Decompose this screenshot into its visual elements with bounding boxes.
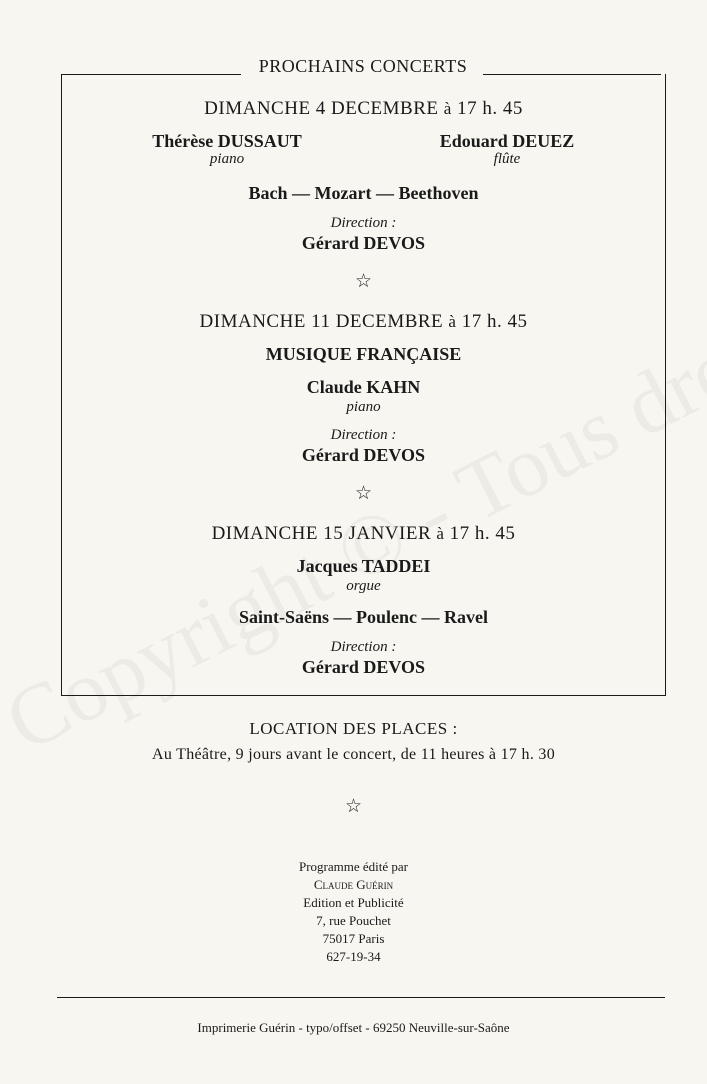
direction-label: Direction : bbox=[330, 427, 397, 443]
publisher-line: Claude Guérin bbox=[313, 877, 394, 892]
performer-name: Jacques TADDEI bbox=[296, 556, 431, 576]
concert-at: à bbox=[443, 99, 452, 118]
publisher-line: Programme édité par bbox=[298, 859, 408, 874]
star-icon: ☆ bbox=[354, 482, 373, 504]
performer-block bbox=[122, 131, 332, 168]
concert-at: à bbox=[448, 312, 457, 331]
performer-block bbox=[402, 131, 612, 168]
concert-2-date-line bbox=[62, 311, 665, 333]
concert-date: DIMANCHE 15 JANVIER bbox=[211, 523, 432, 544]
performer-instrument: piano bbox=[209, 151, 245, 167]
performer-name: Thérèse DUSSAUT bbox=[152, 131, 302, 151]
concert-program: Bach — Mozart — Beethoven bbox=[248, 183, 479, 203]
performer-instrument: piano bbox=[346, 399, 381, 415]
performer-name: Claude KAHN bbox=[306, 377, 421, 397]
section-title: PROCHAINS CONCERTS bbox=[258, 56, 468, 76]
performer-name: Edouard DEUEZ bbox=[439, 131, 575, 151]
director-name: Gérard DEVOS bbox=[301, 233, 426, 253]
director-name: Gérard DEVOS bbox=[301, 657, 426, 677]
performer-instrument: orgue bbox=[346, 578, 381, 594]
printer-footer: Imprimerie Guérin - typo/offset - 69250 Neuville-sur-Saône bbox=[197, 1020, 510, 1035]
concert-1-date-line bbox=[62, 98, 665, 120]
direction-label: Direction : bbox=[330, 639, 397, 655]
location-text: Au Théâtre, 9 jours avant le concert, de 11 heures à 17 h. 30 bbox=[151, 746, 556, 763]
concert-3-date-line bbox=[62, 523, 665, 545]
director-name: Gérard DEVOS bbox=[301, 445, 426, 465]
concerts-box bbox=[61, 74, 666, 696]
concert-date: DIMANCHE 11 DECEMBRE bbox=[199, 311, 444, 332]
concert-time: 17 h. 45 bbox=[449, 523, 516, 544]
direction-label: Direction : bbox=[330, 215, 397, 231]
publisher-line: 7, rue Pouchet bbox=[316, 913, 391, 928]
star-icon: ☆ bbox=[354, 270, 373, 292]
concert-date: DIMANCHE 4 DECEMBRE bbox=[204, 98, 439, 119]
publisher-line: 75017 Paris bbox=[322, 931, 385, 946]
concert-at: à bbox=[436, 524, 445, 543]
star-icon: ☆ bbox=[344, 795, 363, 817]
location-title: LOCATION DES PLACES : bbox=[249, 719, 458, 738]
concert-time: 17 h. 45 bbox=[457, 98, 523, 119]
concert-program: Saint-Saëns — Poulenc — Ravel bbox=[238, 607, 488, 627]
concert-time: 17 h. 45 bbox=[461, 311, 528, 332]
performer-instrument: flûte bbox=[493, 151, 521, 167]
bottom-rule bbox=[57, 997, 665, 998]
publisher-line: 627-19-34 bbox=[326, 949, 381, 964]
publisher-line: Edition et Publicité bbox=[303, 895, 404, 910]
concert-subtitle: MUSIQUE FRANÇAISE bbox=[265, 344, 462, 364]
